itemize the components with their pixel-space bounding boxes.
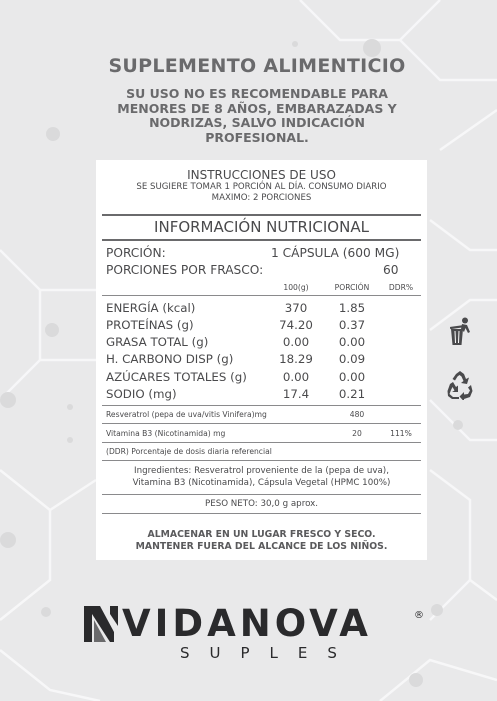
nutrient-per-100: 0.00 <box>282 370 310 384</box>
portion-value: 1 CÁPSULA (600 MG) <box>271 246 400 260</box>
trash-bin-icon <box>447 317 473 347</box>
header-ddr: DDR% <box>388 283 414 292</box>
nutrient-label: SODIO (mg) <box>106 387 177 401</box>
storage-instructions <box>96 529 427 553</box>
extra-nutrient-ddr: 111% <box>390 429 412 438</box>
nutrition-title: INFORMACIÓN NUTRICIONAL <box>154 218 369 236</box>
ingredients <box>96 465 427 489</box>
nutrient-per-100: 74.20 <box>279 318 313 332</box>
nutrient-portion: 0.09 <box>338 352 366 366</box>
product-title: SUPLEMENTO ALIMENTICIO <box>108 55 406 77</box>
nutrient-label: ENERGÍA (kcal) <box>106 301 196 315</box>
nutrient-per-100: 17.4 <box>282 387 310 401</box>
divider <box>102 423 421 424</box>
ingredients-line-1: Ingredientes: Resveratrol proveniente de la (pepa de uva), <box>134 466 389 476</box>
nutrient-label: GRASA TOTAL (g) <box>106 335 209 349</box>
brand-name: VIDANOVA <box>122 602 372 645</box>
nutrient-per-100: 0.00 <box>282 335 310 349</box>
registered-mark: ® <box>414 610 424 621</box>
nutrient-portion: 1.85 <box>338 301 366 315</box>
extra-nutrient-portion: 480 <box>349 410 365 419</box>
portion-label: PORCIÓN: <box>106 246 166 260</box>
brand-subtitle: SUPLES <box>180 644 357 662</box>
portions-per-bottle-value: 60 <box>383 263 399 277</box>
storage-line-1: ALMACENAR EN UN LUGAR FRESCO Y SECO. <box>147 529 376 540</box>
nutrient-portion: 0.21 <box>338 387 366 401</box>
label-panel <box>96 160 427 560</box>
nutrient-label: H. CARBONO DISP (g) <box>106 352 234 366</box>
brand-mark-icon <box>84 606 122 642</box>
divider <box>102 295 421 296</box>
instructions-line-2: MAXIMO: 2 PORCIONES <box>211 193 312 203</box>
nutrient-portion: 0.37 <box>338 318 366 332</box>
nutrient-portion: 0.00 <box>338 370 366 384</box>
nutrient-per-100: 370 <box>284 301 308 315</box>
divider <box>102 239 421 241</box>
header-portion: PORCIÓN <box>334 283 370 292</box>
extra-nutrient-portion: 20 <box>352 429 362 438</box>
nutrient-label: PROTEÍNAS (g) <box>106 318 194 332</box>
portions-per-bottle-label: PORCIONES POR FRASCO: <box>106 263 264 277</box>
extra-nutrient-label: Vitamina B3 (Nicotinamida) mg <box>106 429 226 438</box>
extra-nutrient-label: Resveratrol (pepa de uva/vitis Vinifera)mg <box>106 410 267 419</box>
divider <box>102 513 421 514</box>
nutrient-portion: 0.00 <box>338 335 366 349</box>
divider <box>102 494 421 495</box>
divider <box>102 405 421 406</box>
instructions-line-1: SE SUGIERE TOMAR 1 PORCIÓN AL DÍA. CONSUMO DIARIO <box>136 182 387 192</box>
recycle-icon <box>447 370 473 400</box>
header-per-100: 100(g) <box>283 283 309 292</box>
ingredients-line-2: Vitamina B3 (Nicotinamida), Cápsula Vegetal (HPMC 100%) <box>132 478 391 488</box>
storage-line-2: MANTENER FUERA DEL ALCANCE DE LOS NIÑOS. <box>135 541 388 552</box>
divider <box>102 214 421 216</box>
divider <box>102 442 421 443</box>
instructions-title: INSTRUCCIONES DE USO <box>187 168 336 182</box>
instructions-text <box>96 182 427 204</box>
brand-logo <box>84 604 430 672</box>
warning-text: SU USO NO ES RECOMENDABLE PARA MENORES DE 8 AÑOS, EMBARAZADAS Y NODRIZAS, SALVO INDICACIÓN PROFESIONAL. <box>117 86 397 145</box>
nutrient-label: AZÚCARES TOTALES (g) <box>106 370 247 384</box>
nutrient-per-100: 18.29 <box>279 352 313 366</box>
ddr-note-text: (DDR) Porcentaje de dosis diaria referencial <box>106 447 272 456</box>
divider <box>102 460 421 461</box>
net-weight: PESO NETO: 30,0 g aprox. <box>204 499 319 509</box>
